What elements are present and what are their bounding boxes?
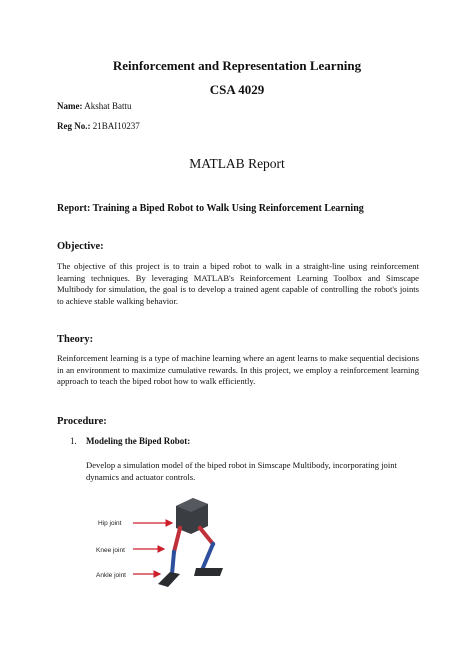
left-foot xyxy=(158,572,180,587)
right-thigh xyxy=(200,528,213,544)
course-code: CSA 4029 xyxy=(209,82,265,97)
hip-joint-label: Hip joint xyxy=(98,520,122,527)
procedure-heading: Procedure: xyxy=(57,416,107,427)
ankle-joint-label: Ankle joint xyxy=(96,572,126,579)
course-title: Reinforcement and Representation Learning xyxy=(112,58,362,73)
biped-robot-figure xyxy=(96,494,266,594)
report-title: MATLAB Report xyxy=(189,156,285,171)
left-thigh xyxy=(174,528,180,552)
step-title: Modeling the Biped Robot: xyxy=(86,436,191,446)
report-subtitle: Report: Training a Biped Robot to Walk Using Reinforcement Learning xyxy=(57,203,364,214)
reg-label: Reg No.: xyxy=(57,121,91,131)
theory-heading: Theory: xyxy=(57,334,94,345)
name-value: Akshat Battu xyxy=(84,101,132,111)
reg-no-line xyxy=(57,121,140,131)
right-foot xyxy=(194,568,223,576)
step-number: 1. xyxy=(70,436,77,446)
right-shin xyxy=(202,544,213,570)
objective-heading: Objective: xyxy=(57,241,104,252)
name-label: Name: xyxy=(57,101,83,111)
right-hip-joint xyxy=(198,526,202,530)
objective-text: The objective of this project is to train a biped robot to walk in a straight-line using reinforcement learning techniques. By leveraging MATLAB's Reinforcement Learning Toolbox and Simscape Multibody for simulation, the goal is to develop a trained agent capable of controlling the robot's joints to achieve stable walking behavior. xyxy=(57,261,419,306)
left-shin xyxy=(172,552,174,574)
reg-value: 21BAI10237 xyxy=(92,121,140,131)
left-hip-joint xyxy=(178,526,182,530)
left-knee-joint xyxy=(172,550,176,554)
theory-text: Reinforcement learning is a type of machine learning where an agent learns to make sequential decisions in an environment to maximize cumulative rewards. In this project, we employ a reinforcement learning approach to teach the biped robot how to walk efficiently. xyxy=(57,353,419,387)
knee-joint-label: Knee joint xyxy=(96,547,125,554)
student-name-line xyxy=(57,101,132,111)
step-text: Develop a simulation model of the biped robot in Simscape Multibody, incorporating joint dynamics and actuator controls. xyxy=(86,460,397,482)
right-knee-joint xyxy=(211,542,215,546)
